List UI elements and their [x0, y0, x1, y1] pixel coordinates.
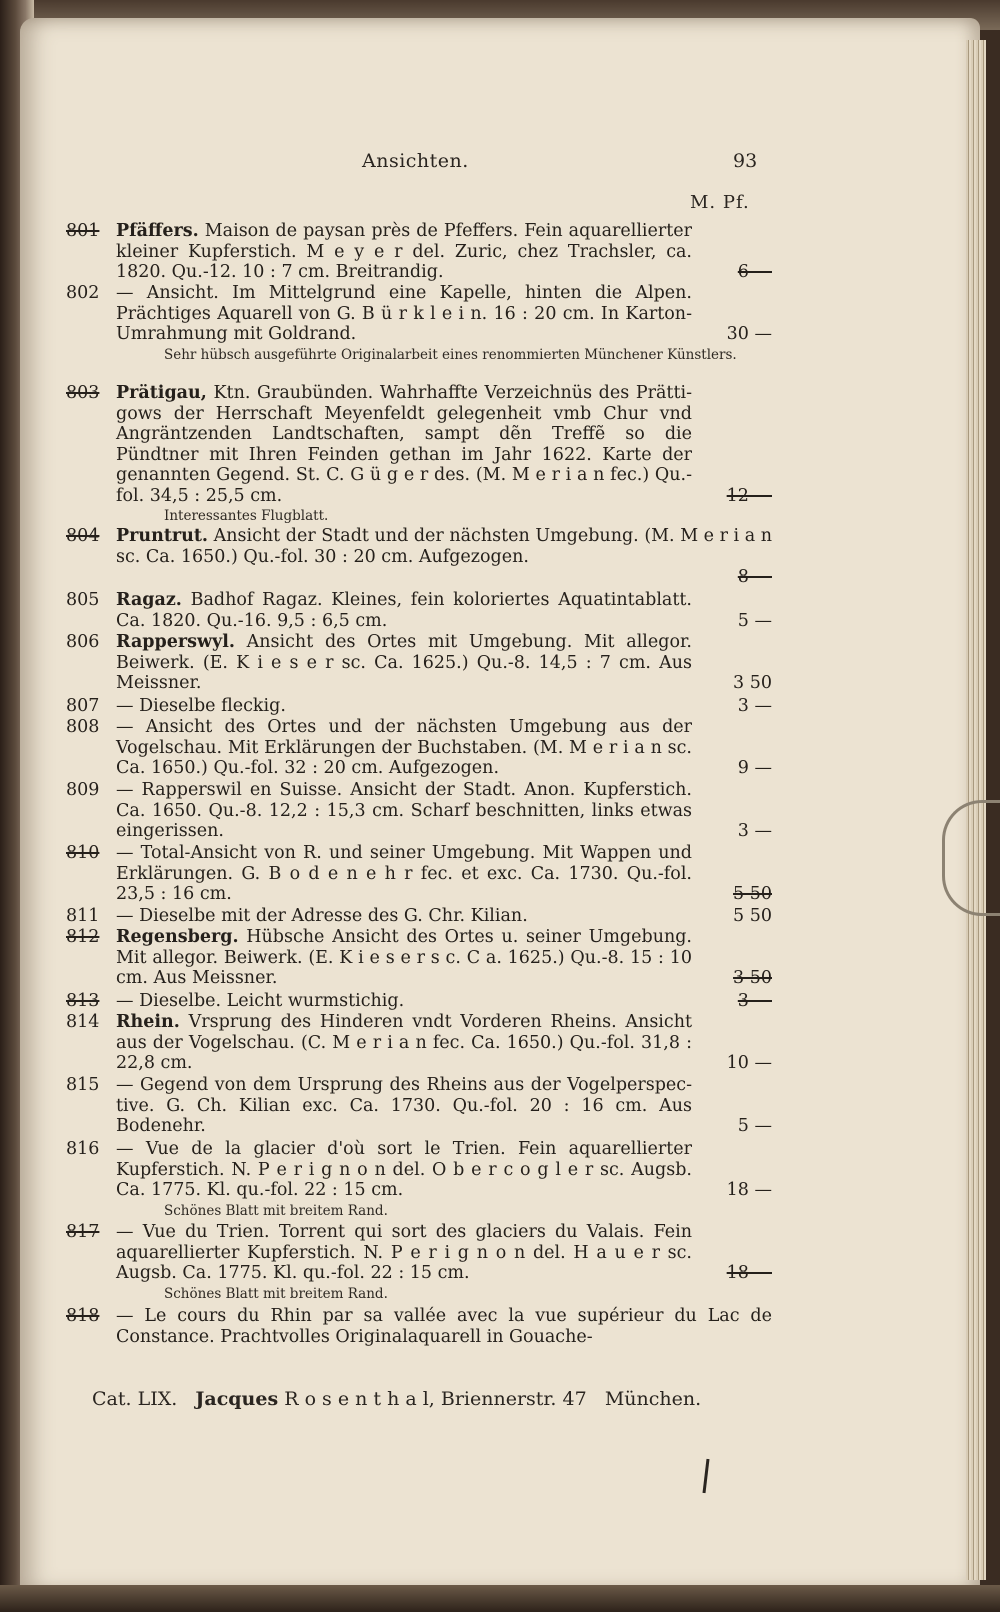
entry-text: — Gegend von dem Ursprung des Rheins aus der Vogelperspec-tive. G. Ch. Kilian exc. Ca. 1730. Qu.-fol. 20 : 16 cm. Aus Bodenehr.	[116, 1075, 692, 1136]
entry-number: 801	[66, 221, 100, 241]
entry-number: 809	[66, 780, 100, 800]
catalog-entry	[66, 717, 772, 779]
entry-text: Vrsprung des Hinderen vndt Vorderen Rheins. Ansicht aus der Vogelschau. (C. M e r i a n fec. Ca. 1650.) Qu.-fol. 31,8 : 22,8 cm.	[116, 1012, 692, 1073]
entry-text: Maison de paysan près de Pfeffers. Fein aquarellierter kleiner Kupferstich. M e y e r del. Zuric, chez Trachsler, ca. 1820. Qu.-12. 10 : 7 cm. Breitrandig.	[116, 221, 692, 282]
entry-keyword: Prätigau,	[116, 383, 207, 403]
entry-text: — Dieselbe mit der Adresse des G. Chr. Kilian.	[116, 906, 528, 926]
entry-price: 5 50	[725, 884, 772, 905]
entry-price: 18 —	[719, 1180, 772, 1201]
entry-text: — Ansicht. Im Mittelgrund eine Kapelle, hinten die Alpen. Prächtiges Aquarell von G. B ü r k l e i n. 16 : 20 cm. In Karton-Umrahmung mit Goldrand.	[116, 283, 692, 344]
entry-number: 818	[66, 1306, 100, 1326]
entry-price: 30 —	[719, 324, 772, 345]
entry-price: 18 —	[719, 1263, 772, 1284]
entry-price: 5 50	[725, 906, 772, 927]
entry-text: — Rapperswil en Suisse. Ansicht der Stadt. Anon. Kupferstich. Ca. 1650. Qu.-8. 12,2 : 15,3 cm. Scharf beschnitten, links etwas eingerissen.	[116, 780, 692, 841]
entry-keyword: Rhein.	[116, 1012, 180, 1032]
catalog-entry	[66, 927, 772, 989]
entry-number: 803	[66, 383, 100, 403]
entry-text: Ktn. Graubünden. Wahrhaffte Verzeichnüs des Prätti-gows der Herrschaft Meyenfeldt gelegenheit vmb Chur vnd Angräntzenden Landtschaften, sampt dẽn Treffẽ so die Pündtner mit Ihren Feinden gethan im Jahr 1622. Karte der genannten Gegend. St. C. G ü g e r des. (M. M e r i a n fec.) Qu.-fol. 34,5 : 25,5 cm.	[116, 383, 692, 506]
entry-price: 9 —	[730, 758, 772, 779]
entry-number: 812	[66, 927, 100, 947]
catalog-entry	[66, 1222, 772, 1303]
entry-number: 806	[66, 632, 100, 652]
entry-price: 3 —	[730, 991, 772, 1012]
entry-note: Interessantes Flugblatt.	[164, 508, 329, 524]
entry-keyword: Pfäffers.	[116, 221, 199, 241]
catalog-entry	[66, 991, 772, 1012]
entry-number: 805	[66, 590, 100, 610]
entry-number: 804	[66, 526, 100, 546]
entry-text: — Total-Ansicht von R. und seiner Umgebung. Mit Wappen und Erklärungen. G. B o d e n e h r fec. et exc. Ca. 1730. Qu.-fol. 23,5 : 16 cm.	[116, 843, 692, 904]
catalog-entry	[66, 780, 772, 842]
catalog-entry	[66, 1012, 772, 1074]
entry-price: 12 —	[719, 486, 772, 507]
firm-first-name: Jacques	[195, 1388, 279, 1410]
catalog-entry	[66, 283, 772, 364]
currency-column-header: M. Pf.	[690, 192, 750, 213]
catalog-entry	[66, 843, 772, 905]
paper-clip-icon	[942, 800, 1000, 916]
entry-number: 816	[66, 1139, 100, 1159]
entry-number: 815	[66, 1075, 100, 1095]
entry-number: 814	[66, 1012, 100, 1032]
entry-number: 808	[66, 717, 100, 737]
entry-text: — Le cours du Rhin par sa vallée avec la vue supérieur du Lac de Constance. Prachtvolles Originalaquarell in Gouache-	[116, 1306, 772, 1347]
entry-number: 807	[66, 696, 100, 716]
entry-text: Badhof Ragaz. Kleines, fein koloriertes Aquatintablatt. Ca. 1820. Qu.-16. 9,5 : 6,5 cm.	[116, 590, 692, 631]
entry-number: 817	[66, 1222, 100, 1242]
entry-note: Schönes Blatt mit breitem Rand.	[164, 1285, 388, 1302]
firm-city: München.	[604, 1388, 702, 1410]
entry-text: — Dieselbe fleckig.	[116, 696, 286, 716]
entry-price: 5 —	[730, 1116, 772, 1137]
entry-number: 813	[66, 991, 100, 1011]
entry-text: Ansicht des Ortes mit Umgebung. Mit allegor. Beiwerk. (E. K i e s e r sc. Ca. 1625.) Qu.-8. 14,5 : 7 cm. Aus Meissner.	[116, 632, 692, 693]
entry-price: 6 —	[730, 262, 772, 283]
entry-text: Hübsche Ansicht des Ortes u. seiner Umgebung. Mit allegor. Beiwerk. (E. K i e s e r s c. C a. 1625.) Qu.-8. 15 : 10 cm. Aus Meissner.	[116, 927, 692, 988]
catalog-entry	[66, 526, 772, 587]
catalog-entry	[66, 221, 772, 283]
entry-keyword: Ragaz.	[116, 590, 182, 610]
entry-number: 810	[66, 843, 100, 863]
catalog-entry	[66, 1075, 772, 1137]
entry-keyword: Pruntrut.	[116, 526, 209, 546]
book-bottom-edge	[0, 1585, 1000, 1612]
catalog-entry	[66, 1139, 772, 1220]
entry-price: 10 —	[719, 1053, 772, 1074]
entry-number: 811	[66, 906, 100, 926]
running-header-title: Ansichten.	[362, 150, 469, 172]
catalog-entry	[66, 906, 772, 927]
catalog-number: Cat. LIX.	[92, 1388, 178, 1410]
entry-price: 3 50	[725, 673, 772, 694]
catalog-entry	[66, 383, 772, 525]
page-footer	[92, 1388, 701, 1410]
entry-price: 3 —	[730, 696, 772, 717]
firm-address: Briennerstr. 47	[440, 1388, 587, 1410]
page-number: 93	[733, 150, 758, 172]
entry-text: — Dieselbe. Leicht wurmstichig.	[116, 991, 405, 1011]
catalog-entry	[66, 1306, 772, 1347]
entry-text: Ansicht der Stadt und der nächsten Umgebung. (M. M e r i a n sc. Ca. 1650.) Qu.-fol. 30 : 20 cm. Aufgezogen.	[116, 526, 772, 567]
entry-text: — Vue du Trien. Torrent qui sort des glaciers du Valais. Fein aquarellierter Kupferstich. N. P e r i g n o n del. H a u e r sc. Augsb. Ca. 1775. Kl. qu.-fol. 22 : 15 cm.	[116, 1222, 692, 1283]
firm-last-name: R o s e n t h a l,	[284, 1388, 435, 1410]
entry-text: — Vue de la glacier d'où sort le Trien. Fein aquarellierter Kupferstich. N. P e r i g n o n del. O b e r c o g l e r sc. Augsb. Ca. 1775. Kl. qu.-fol. 22 : 15 cm.	[116, 1139, 692, 1200]
entry-keyword: Regensberg.	[116, 927, 239, 947]
entry-price: 5 —	[730, 611, 772, 632]
entry-keyword: Rapperswyl.	[116, 632, 235, 652]
entry-price: 3 50	[725, 968, 772, 989]
entry-text: — Ansicht des Ortes und der nächsten Umgebung aus der Vogelschau. Mit Erklärungen der Buchstaben. (M. M e r i a n sc. Ca. 1650.) Qu.-fol. 32 : 20 cm. Aufgezogen.	[116, 717, 692, 778]
entry-price: 8 —	[730, 567, 772, 588]
catalog-entry	[66, 632, 772, 694]
entry-price: 3 —	[730, 821, 772, 842]
entry-note: Schönes Blatt mit breitem Rand.	[164, 1202, 388, 1219]
catalog-entry	[66, 590, 772, 631]
entry-number: 802	[66, 283, 100, 303]
catalog-entry	[66, 696, 772, 717]
entry-note: Sehr hübsch ausgeführte Originalarbeit eines renommierten Münchener Künstlers.	[164, 346, 737, 363]
pencil-mark-icon	[700, 1458, 712, 1494]
